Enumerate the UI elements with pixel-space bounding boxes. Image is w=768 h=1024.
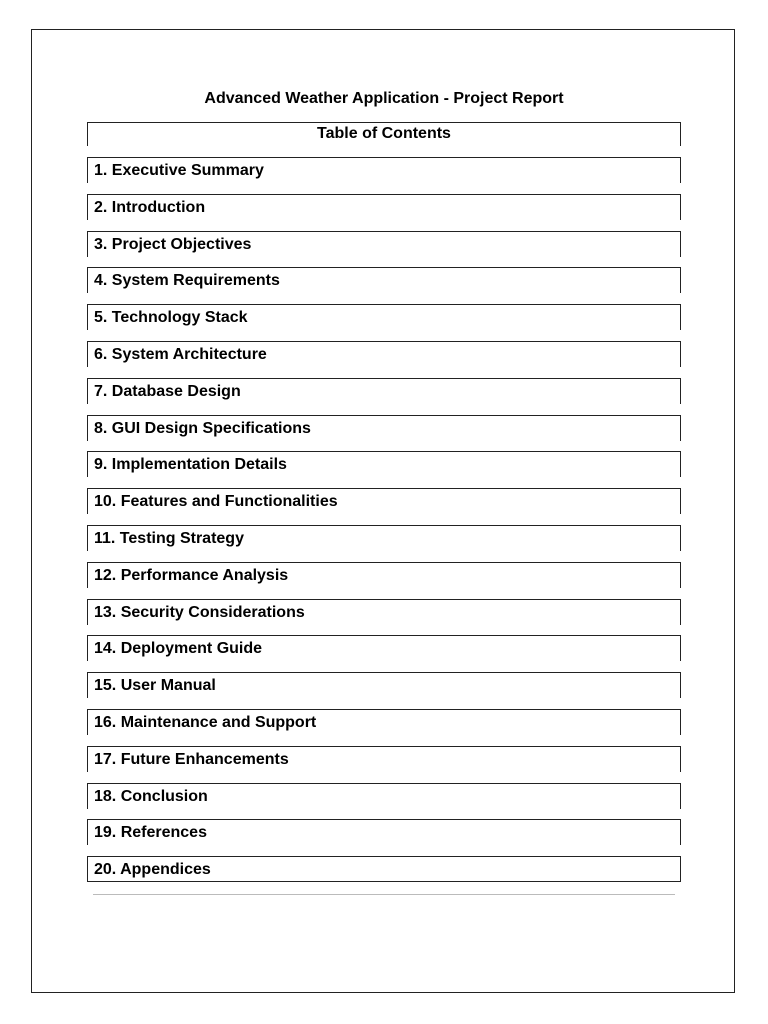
toc-item-deployment-guide[interactable]: 14. Deployment Guide [87, 635, 681, 661]
toc-item-user-manual[interactable]: 15. User Manual [87, 672, 681, 698]
toc-item-future-enhancements[interactable]: 17. Future Enhancements [87, 746, 681, 772]
toc-item-security-considerations[interactable]: 13. Security Considerations [87, 599, 681, 625]
toc-item-features-and-functionalities[interactable]: 10. Features and Functionalities [87, 488, 681, 514]
toc-item-references[interactable]: 19. References [87, 819, 681, 845]
toc-item-conclusion[interactable]: 18. Conclusion [87, 783, 681, 809]
toc-item-implementation-details[interactable]: 9. Implementation Details [87, 451, 681, 477]
toc-item-system-architecture[interactable]: 6. System Architecture [87, 341, 681, 367]
toc-list [87, 157, 681, 882]
horizontal-divider [93, 894, 675, 895]
toc-heading: Table of Contents [87, 122, 681, 146]
toc-item-system-requirements[interactable]: 4. System Requirements [87, 267, 681, 293]
document-title: Advanced Weather Application - Project Report [204, 90, 564, 107]
toc-item-project-objectives[interactable]: 3. Project Objectives [87, 231, 681, 257]
toc-item-appendices[interactable]: 20. Appendices [87, 856, 681, 882]
toc-item-maintenance-and-support[interactable]: 16. Maintenance and Support [87, 709, 681, 735]
toc-item-performance-analysis[interactable]: 12. Performance Analysis [87, 562, 681, 588]
toc-item-database-design[interactable]: 7. Database Design [87, 378, 681, 404]
toc-item-introduction[interactable]: 2. Introduction [87, 194, 681, 220]
toc-item-executive-summary[interactable]: 1. Executive Summary [87, 157, 681, 183]
toc-item-gui-design-specifications[interactable]: 8. GUI Design Specifications [87, 415, 681, 441]
toc-item-technology-stack[interactable]: 5. Technology Stack [87, 304, 681, 330]
toc-item-testing-strategy[interactable]: 11. Testing Strategy [87, 525, 681, 551]
